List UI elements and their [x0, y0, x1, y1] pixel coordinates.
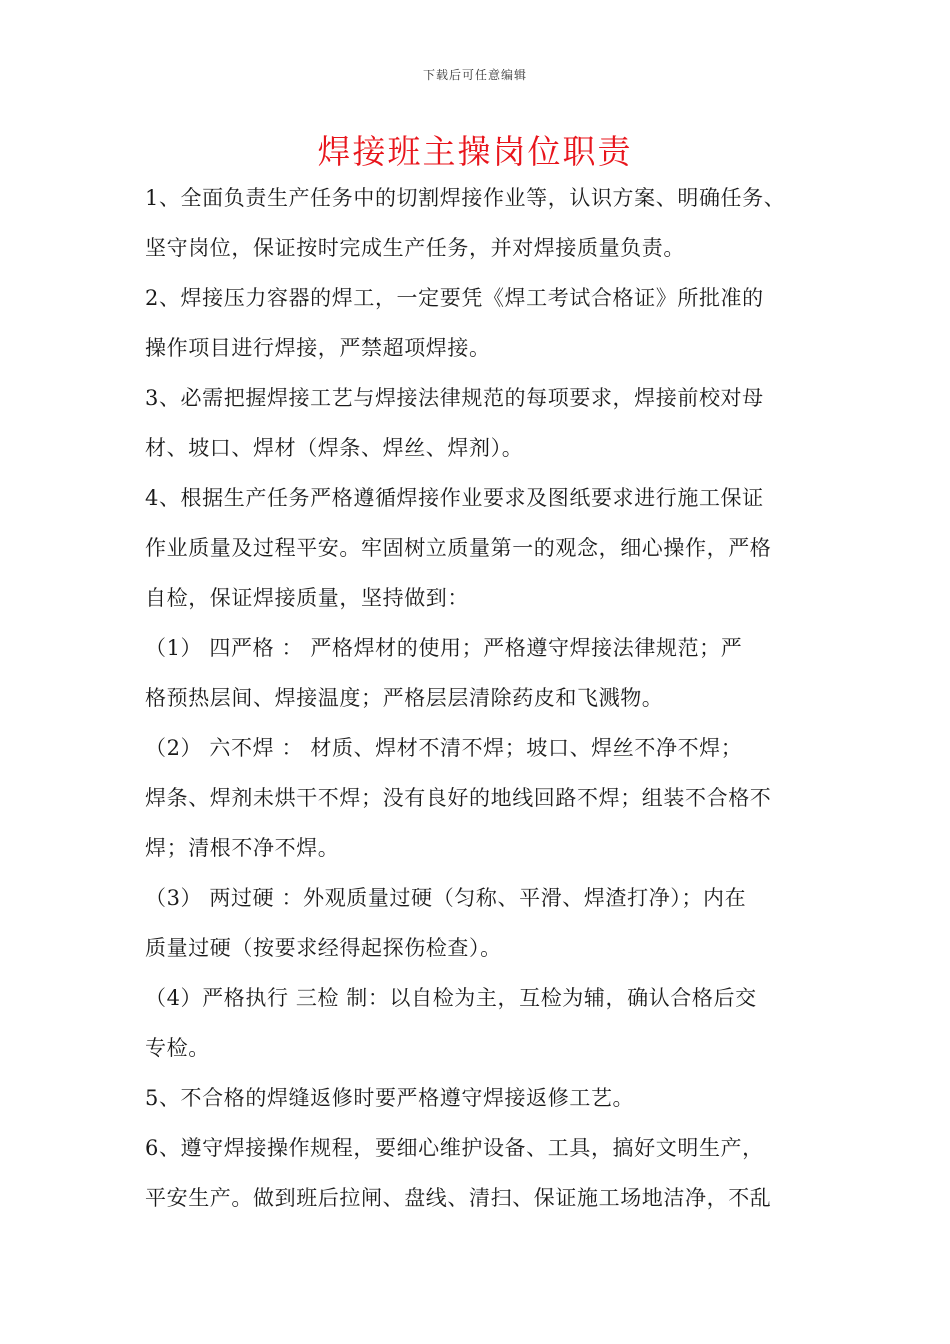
paragraph-line: 质量过硬（按要求经得起探伤检查）。	[145, 936, 502, 960]
paragraph-line: （4）严格执行 三检 制：以自检为主，互检为辅，确认合格后交	[145, 986, 757, 1010]
paragraph-line: 1、全面负责生产任务中的切割焊接作业等，认识方案、明确任务、	[145, 186, 786, 210]
paragraph-line: （1） 四严格 ： 严格焊材的使用；严格遵守焊接法律规范；严	[145, 636, 743, 660]
paragraph-line: 焊条、焊剂未烘干不焊；没有良好的地线回路不焊；组装不合格不	[145, 786, 772, 810]
paragraph-line: 材、坡口、焊材（焊条、焊丝、焊剂）。	[145, 436, 524, 460]
paragraph-line: 平安生产。做到班后拉闸、盘线、清扫、保证施工场地洁净，不乱	[145, 1186, 772, 1210]
paragraph-line: 操作项目进行焊接，严禁超项焊接。	[145, 336, 491, 360]
header-note: 下载后可任意编辑	[422, 68, 527, 82]
paragraph-line: 6、遵守焊接操作规程，要细心维护设备、工具，搞好文明生产，	[145, 1136, 764, 1160]
paragraph-line: 3、必需把握焊接工艺与焊接法律规范的每项要求，焊接前校对母	[145, 386, 764, 410]
document-title: 焊接班主操岗位职责	[317, 132, 633, 171]
paragraph-line: （2） 六不焊 ： 材质、焊材不清不焊；坡口、焊丝不净不焊；	[145, 736, 743, 760]
paragraph-line: 5、不合格的焊缝返修时要严格遵守焊接返修工艺。	[145, 1086, 635, 1110]
paragraph-line: 4、根据生产任务严格遵循焊接作业要求及图纸要求进行施工保证	[145, 486, 764, 510]
paragraph-line: 2、焊接压力容器的焊工，一定要凭《焊工考试合格证》所批准的	[145, 286, 764, 310]
paragraph-line: 坚守岗位，保证按时完成生产任务，并对焊接质量负责。	[145, 236, 685, 260]
paragraph-line: 焊；清根不净不焊。	[145, 836, 340, 860]
paragraph-line: 自检，保证焊接质量，坚持做到：	[145, 586, 469, 610]
paragraph-line: （3） 两过硬 ：外观质量过硬（匀称、平滑、焊渣打净）；内在	[145, 886, 747, 910]
paragraph-line: 作业质量及过程平安。牢固树立质量第一的观念，细心操作，严格	[145, 536, 772, 560]
paragraph-line: 格预热层间、焊接温度；严格层层清除药皮和飞溅物。	[145, 686, 664, 710]
paragraph-line: 专检。	[145, 1036, 210, 1060]
